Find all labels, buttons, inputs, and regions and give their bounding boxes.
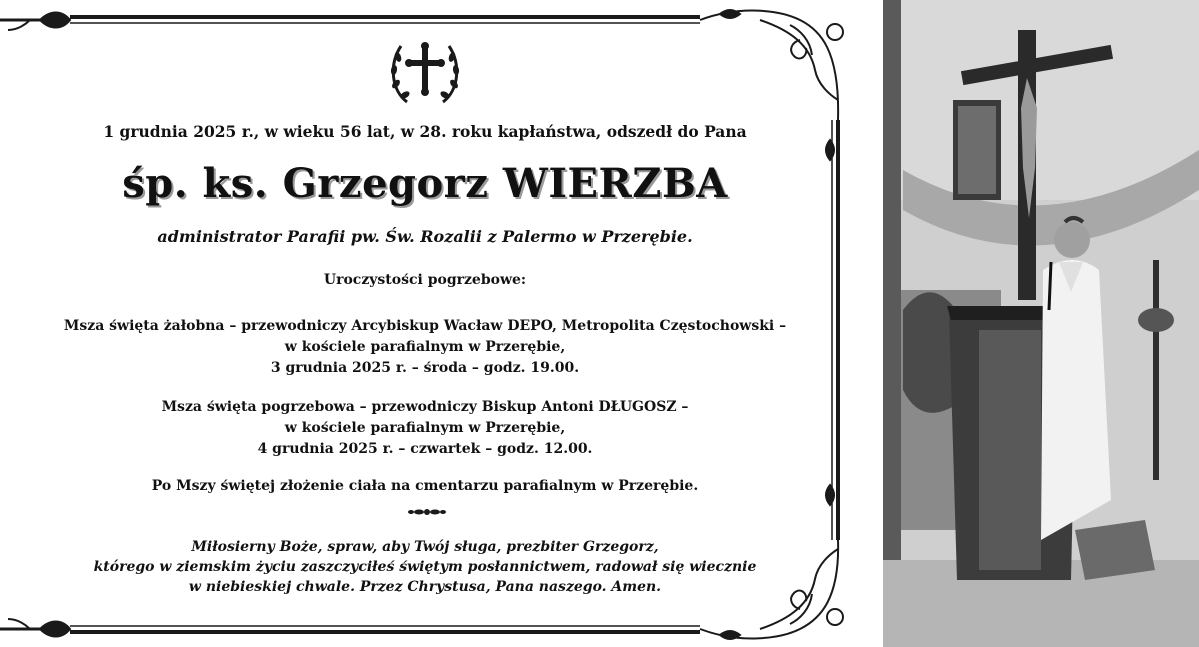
prayer-line2: którego w ziemskim życiu zaszczyciłeś świętym posłannictwem, radował się wiecznie [93,559,757,575]
ceremonies-heading: Uroczystości pogrzebowe: [323,272,527,288]
mass1-line2: w kościele parafialnym w Przerębie, [284,339,566,355]
burial-info: Po Mszy świętej złożenie ciała na cmentarzu parafialnym w Przerębie. [151,478,699,494]
deceased-name: śp. ks. Grzegorz WIERZBA [122,160,728,207]
prayer-line3: w niebieskiej chwale. Przez Chrystusa, Pana naszego. Amen. [188,579,662,595]
mass2-line1: Msza święta pogrzebowa – przewodniczy Biskup Antoni DŁUGOSZ – [161,399,689,415]
death-announcement: 1 grudnia 2025 r., w wieku 56 lat, w 28. roku kapłaństwa, odszedł do Pana [103,122,747,141]
funeral-mass-2 [40,397,810,460]
mass2-line2: w kościele parafialnym w Przerębie, [284,420,566,436]
deceased-role: administrator Parafii pw. Św. Rozalii z Palermo w Przerębie. [157,227,693,246]
cross-wreath-icon [387,34,463,110]
prayer-text [40,537,810,597]
prayer-line1: Miłosierny Boże, spraw, aby Twój sługa, prezbiter Grzegorz, [191,539,659,555]
notice-content [40,0,787,647]
priest-at-lectern-photo [883,0,1199,647]
floral-ornament-icon [407,505,447,519]
mass1-line3: 3 grudnia 2025 r. – środa – godz. 19.00. [270,360,580,376]
mass1-line1: Msza święta żałobna – przewodniczy Arcybiskup Wacław DEPO, Metropolita Częstochowski – [63,318,787,334]
photo-illustration [883,0,1199,647]
mass2-line3: 4 grudnia 2025 r. – czwartek – godz. 12.00. [257,441,593,457]
funeral-mass-1 [40,316,810,379]
